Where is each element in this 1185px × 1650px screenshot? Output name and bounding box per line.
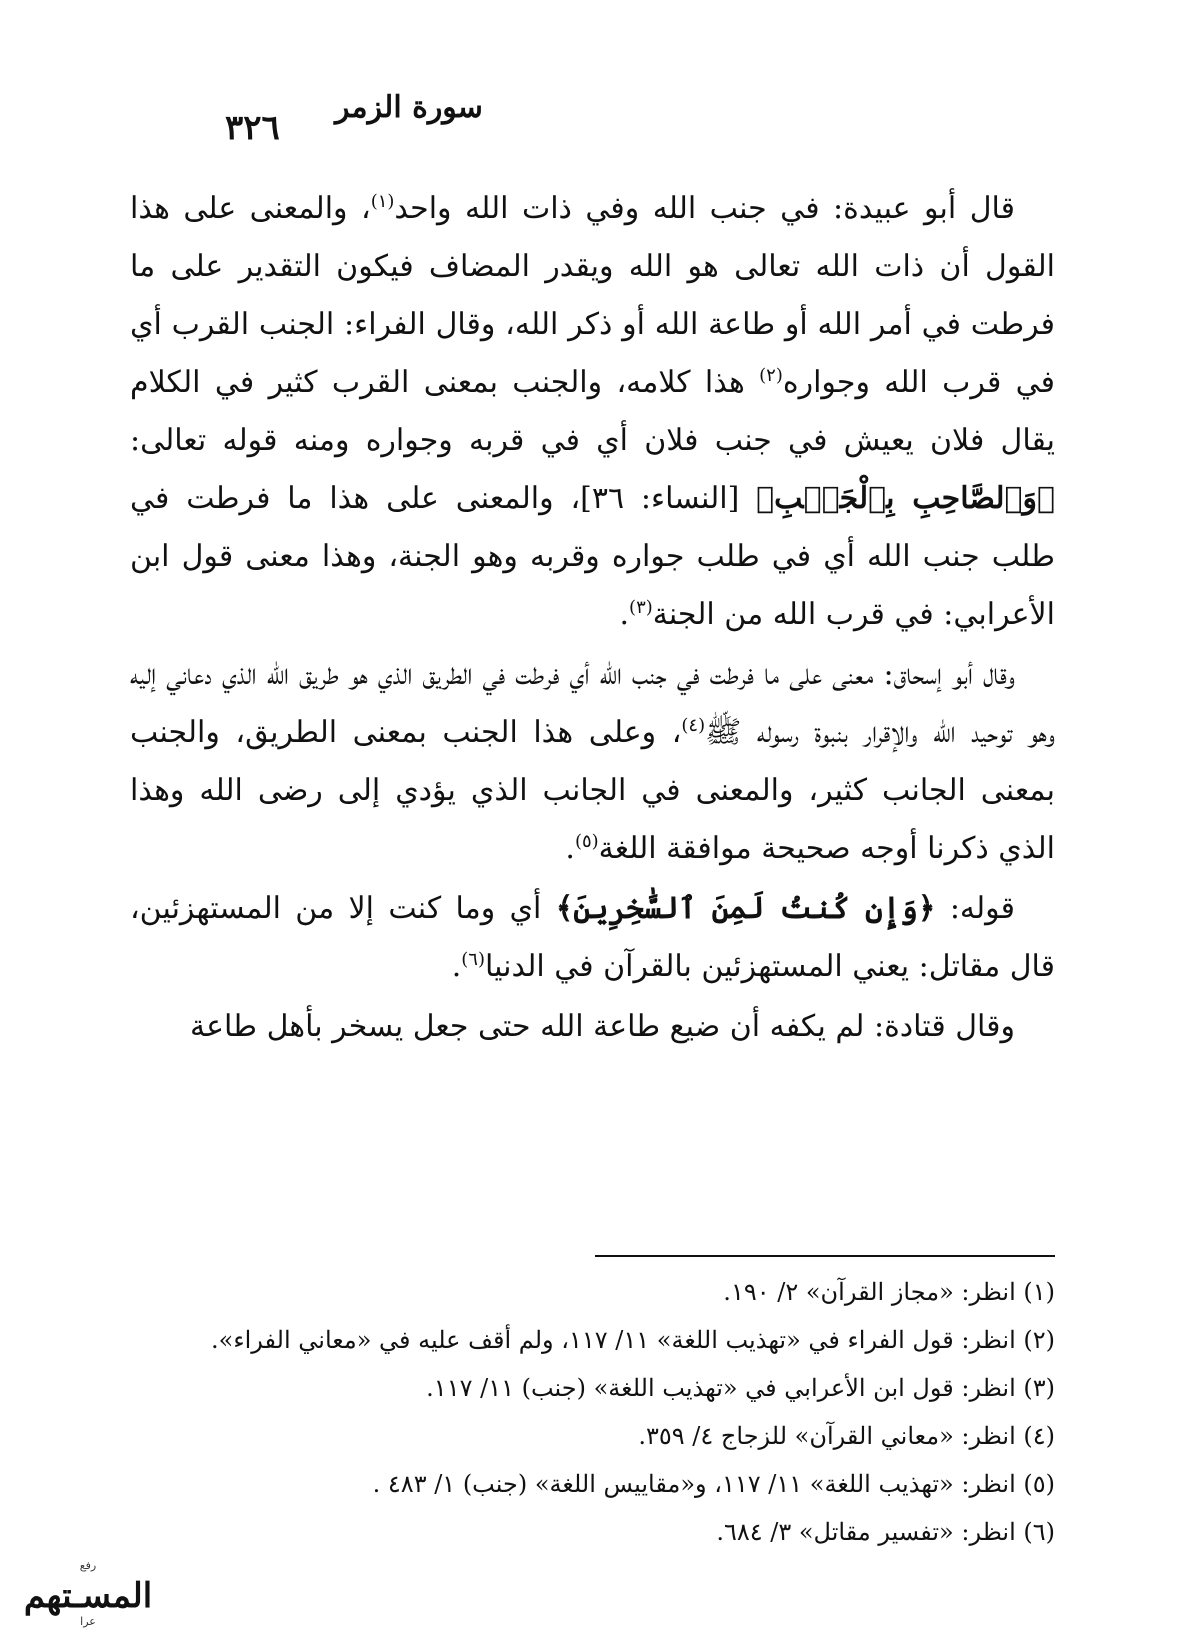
footnote-ref-5: (٥) [574,831,599,852]
footnote-ref-4: (٤) [681,715,706,736]
paragraph-text: وقال أبو إسحاق: معنى على ما فرطت في جنب الله أي فرطت في الطريق الذي هو طريق الله الذي دعاني إليه وهو توحيد الله والإقرار بنبوة رسوله ﷺ [130,657,1055,750]
footnote-5: (٥) انظر: «تهذيب اللغة» ١١/ ١١٧، و«مقاييس اللغة» (جنب) ١/ ٤٨٣ . [372,1470,1055,1498]
paragraph-text: [النساء: ٣٦]، والمعنى على هذا ما فرطت في طلب جنب الله أي في طلب جواره وقربه وهو الجنة، وهذا معنى قول ابن الأعرابي: في قرب الله من الجنة [130,481,1055,632]
paragraph-text: . [565,831,575,866]
paragraph-text: هذا كلامه، والجنب بمعنى القرب كثير في الكلام يقال فلان يعيش في جنب فلان أي في قربه وجواره ومنه قوله تعالى: [130,365,1055,458]
seal-sub-text: عرا [80,1615,96,1628]
paragraph-text: . [451,949,462,984]
publisher-seal-icon [18,1555,158,1630]
footnote-ref-1: (١) [370,191,395,212]
paragraph-text: . [619,597,630,632]
paragraph-text: ، وعلى هذا الجنب بمعنى الطريق، والجنب بمعنى الجانب كثير، والمعنى في الجانب الذي يؤدي إلى رضى الله وهذا الذي ذكرنا أوجه صحيحة موافقة اللغة [130,715,1055,866]
main-text [130,180,1055,1058]
footnote-separator [595,1255,1055,1257]
paragraph-text: ، والمعنى على هذا القول أن ذات الله تعالى هو الله ويقدر المضاف فيكون التقدير على ما فرطت في أمر الله أو طاعة الله أو ذكر الله، وقال الفراء: الجنب القرب أي في قرب الله وجواره [130,191,1055,400]
paragraph-text: قوله: [935,891,1015,926]
surah-title: سورة الزمر [335,90,483,125]
footnote-4: (٤) انظر: «معاني القرآن» للزجاج ٤/ ٣٥٩. [638,1422,1055,1450]
footnote-ref-3: (٣) [629,597,653,618]
paragraph-text: قال أبو عبيدة: في جنب الله وفي ذات الله واحد [394,191,1015,226]
footnote-ref-2: (٢) [759,365,783,386]
footnote-1: (١) انظر: «مجاز القرآن» ٢/ ١٩٠. [723,1278,1055,1306]
quran-verse: ﴿وَإِن كُنتُ لَمِنَ ٱلسَّٰخِرِينَ﴾ [555,891,936,926]
paragraph-3 [130,880,1055,996]
page-number: ٣٢٦ [225,108,280,148]
paragraph-1 [130,180,1055,644]
running-header [130,90,1055,150]
paragraph-2 [130,646,1055,878]
footnote-3: (٣) انظر: قول ابن الأعرابي في «تهذيب اللغة» (جنب) ١١/ ١١٧. [426,1374,1055,1402]
footnotes [130,1268,1055,1556]
paragraph-text: وقال قتادة: لم يكفه أن ضيع طاعة الله حتى جعل يسخر بأهل طاعة [190,1009,1015,1044]
paragraph-4 [130,998,1055,1056]
footnote-ref-6: (٦) [461,949,485,970]
seal-top-text: رفع [79,1559,97,1572]
quran-verse: ﴿وَٱلصَّاحِبِ بِٱلْجَنۢبِ﴾ [756,481,1055,516]
seal-main-text: المسـتهم [23,1576,153,1616]
footnote-2: (٢) انظر: قول الفراء في «تهذيب اللغة» ١١/ ١١٧، ولم أقف عليه في «معاني الفراء». [211,1326,1055,1354]
paragraph-text: أي وما كنت إلا من المستهزئين، قال مقاتل: يعني المستهزئين بالقرآن في الدنيا [130,891,1055,984]
footnote-6: (٦) انظر: «تفسير مقاتل» ٣/ ٦٨٤. [716,1518,1055,1546]
